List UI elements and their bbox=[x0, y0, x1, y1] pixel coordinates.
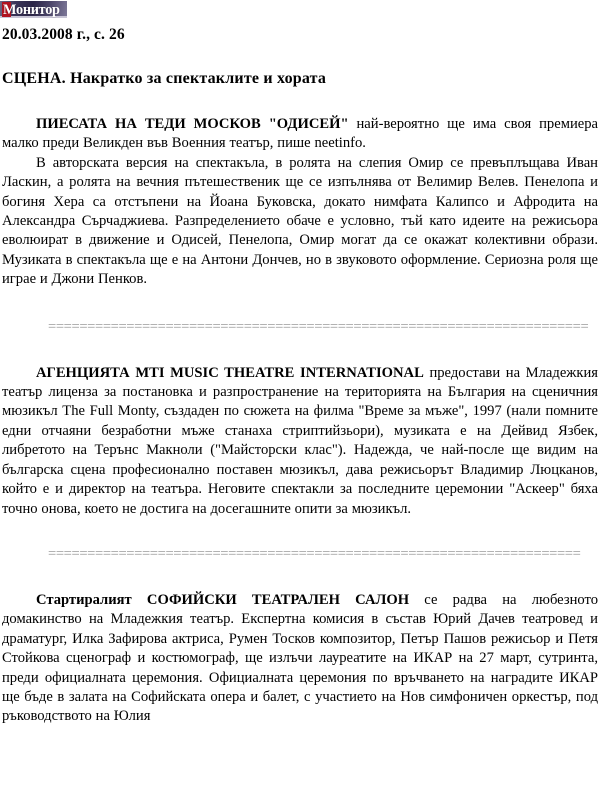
article-1-paragraph-2: В авторската версия на спектакъла, в ролята на слепия Омир се превъплъщава Иван Ласкин, а ролята на вечния пътешественик ще се изпълнява от Велимир Велев. Пенелопа и богиня Хера са отстъпени на Йоана Буковска, докато нимфата Калипсо и Афродита на Александра Сърчаджиева. Разпределението обаче е условно, тъй като идеите на режисьора еволюират в движение и Одисей, Пенелопа, Омир могат да се окажат колективни образи. Музиката в спектакъла ще е на Антони Дончев, но в звуковото оформление. Сериозна роля ще играе и Джони Пенков. bbox=[2, 154, 598, 288]
dateline: 20.03.2008 г., с. 26 bbox=[2, 26, 125, 43]
article-1-lead: ПИЕСАТА НА ТЕДИ МОСКОВ "ОДИСЕЙ" bbox=[36, 116, 349, 132]
article-2-lead: АГЕНЦИЯТА MTI MUSIC THEATRE INTERNATIONAL bbox=[36, 364, 424, 381]
section-separator-1: ===================================================================== bbox=[48, 318, 589, 335]
page-title: СЦЕНА. Накратко за спектаклите и хората bbox=[2, 70, 327, 87]
article-2-lead-paragraph bbox=[2, 364, 598, 519]
logo-text: Монитор bbox=[3, 2, 60, 18]
monitor-logo bbox=[0, 1, 67, 18]
article-3-intro: се радва на любезното домакинство на Младежкия театър. Експертна комисия в състав Юрий Дачев театровед и драматург, Илка Зафирова актриса, Румен Тосков композитор, Петър Пашов режисьор и Петя Стойкова сценограф и костюмограф, ще излъчи лауреатите на ИКАР на 27 март, сутринта, преди официалната церемония. Официалната церемония по връчването на наградите ИКАР ще бъде в залата на Софийската опера и балет, с участието на Нов симфоничен оркестър, под ръководството на Юлия bbox=[2, 591, 598, 725]
article-3-lead: Стартиралият СОФИЙСКИ ТЕАТРАЛЕН САЛОН bbox=[36, 591, 410, 608]
article-1-intro: най-вероятно ще има своя премиера малко преди Великден във Военния театър, пише neetinfo. bbox=[2, 116, 599, 152]
article-3-lead-paragraph bbox=[2, 591, 598, 727]
masthead bbox=[0, 0, 600, 20]
section-separator-2: ==================================================================== bbox=[48, 545, 581, 562]
article-2-intro: предостави на Младежкия театър лиценза за постановка и разпространение на територията на България на сценичния мюзикъл The Full Monty, създаден по сюжета на филма "Време за мъже", 1997 (нали помните едни отчаяни безработни мъже станаха стриптийзьори), музиката е на Дейвид Язбек, либретото на Терънс Макноли ("Майсторски клас"). Надежда, че най-после ще видим на българска сцена професионално поставен мюзикъл, дава режисьорът Владимир Люцканов, който е и директор на театъра. Неговите спектакли за последните церемонии "Аскеер" бяха точно онова, което не достига на досегашните опити за мюзикъл. bbox=[2, 364, 598, 517]
article-1-lead-paragraph bbox=[2, 115, 598, 154]
article-body bbox=[2, 115, 598, 727]
